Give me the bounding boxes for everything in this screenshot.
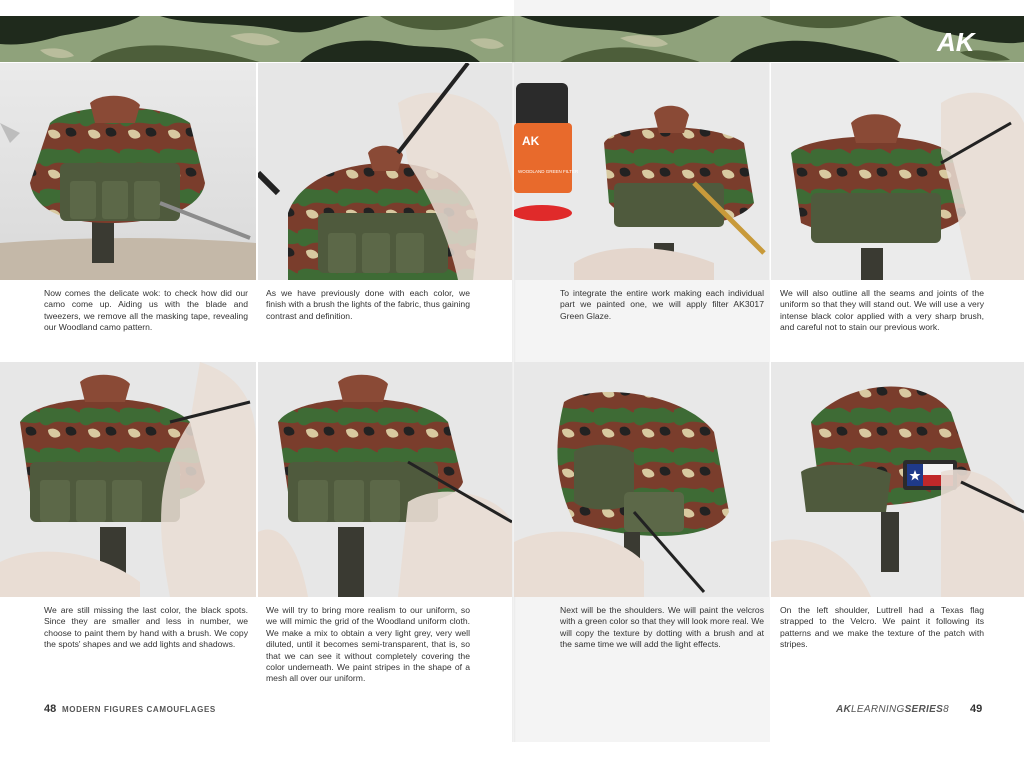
step-3-caption: To integrate the entire work making each individual part we painted one, we will apply filter AK3017 Green Glaze. <box>560 288 764 321</box>
left-running-title: MODERN FIGURES CAMOUFLAGES <box>62 705 216 714</box>
step-5-photo <box>0 362 256 597</box>
step-6-photo <box>258 362 512 597</box>
step-8-photo <box>771 362 1024 597</box>
step-7-caption: Next will be the shoulders. We will paint the velcros with a green color so that they will look more real. We will copy the texture by dotting with a brush and at the same time we will add the light effects. <box>560 605 764 650</box>
left-page-number: 48 <box>44 703 57 715</box>
step-7-photo <box>514 362 769 597</box>
step-4-caption: We will also outline all the seams and joints of the uniform so that they will stand out. We will use a very intense black color applied with a very sharp brush, and careful not to stain our previous work. <box>780 288 984 333</box>
step-1-caption: Now comes the delicate wok: to check how did our camo come up. Aiding us with the blade and tweezers, we remove all the masking tape, revealing our Woodland camo pattern. <box>44 288 248 333</box>
series-prefix: AK <box>836 704 852 715</box>
step-2-caption: As we have previously done with each color, we finish with a brush the lights of the fabric, thus gaining contrast and definition. <box>266 288 470 321</box>
svg-text:AK: AK <box>937 27 975 56</box>
right-page-number: 49 <box>970 703 983 715</box>
step-1-photo <box>0 63 256 280</box>
bottom-margin <box>0 742 1024 768</box>
step-4-photo <box>771 63 1024 280</box>
jar-label-brand: AK <box>522 134 540 148</box>
series-title <box>836 704 949 715</box>
step-2-photo <box>258 63 512 280</box>
series-number: 8 <box>943 704 949 715</box>
series-mid: LEARNING <box>851 704 905 715</box>
step-8-caption: On the left shoulder, Luttrell had a Texas flag strapped to the Velcro. We paint it following its patterns and we make the texture of the patch with stripes. <box>780 605 984 650</box>
step-5-caption: We are still missing the last color, the black spots. Since they are smaller and less in number, we choose to paint them by hand with a brush. We copy the spots' shapes and we add lights and shadows. <box>44 605 248 650</box>
step-3-photo <box>514 63 769 280</box>
series-word: SERIES <box>904 704 944 715</box>
jar-label-text: WOODLAND GREEN FILTER <box>518 169 579 174</box>
step-6-caption: We will try to bring more realism to our uniform, so we will mimic the grid of the Woodland uniform cloth. We make a mix to obtain a very light grey, very well diluted, until it becomes semi-transparent, that is, so that we can see it without completely covering the color underneath. We paint stripes in the shape of a mesh all over our uniform. <box>266 605 470 684</box>
ak-logo <box>934 26 984 56</box>
